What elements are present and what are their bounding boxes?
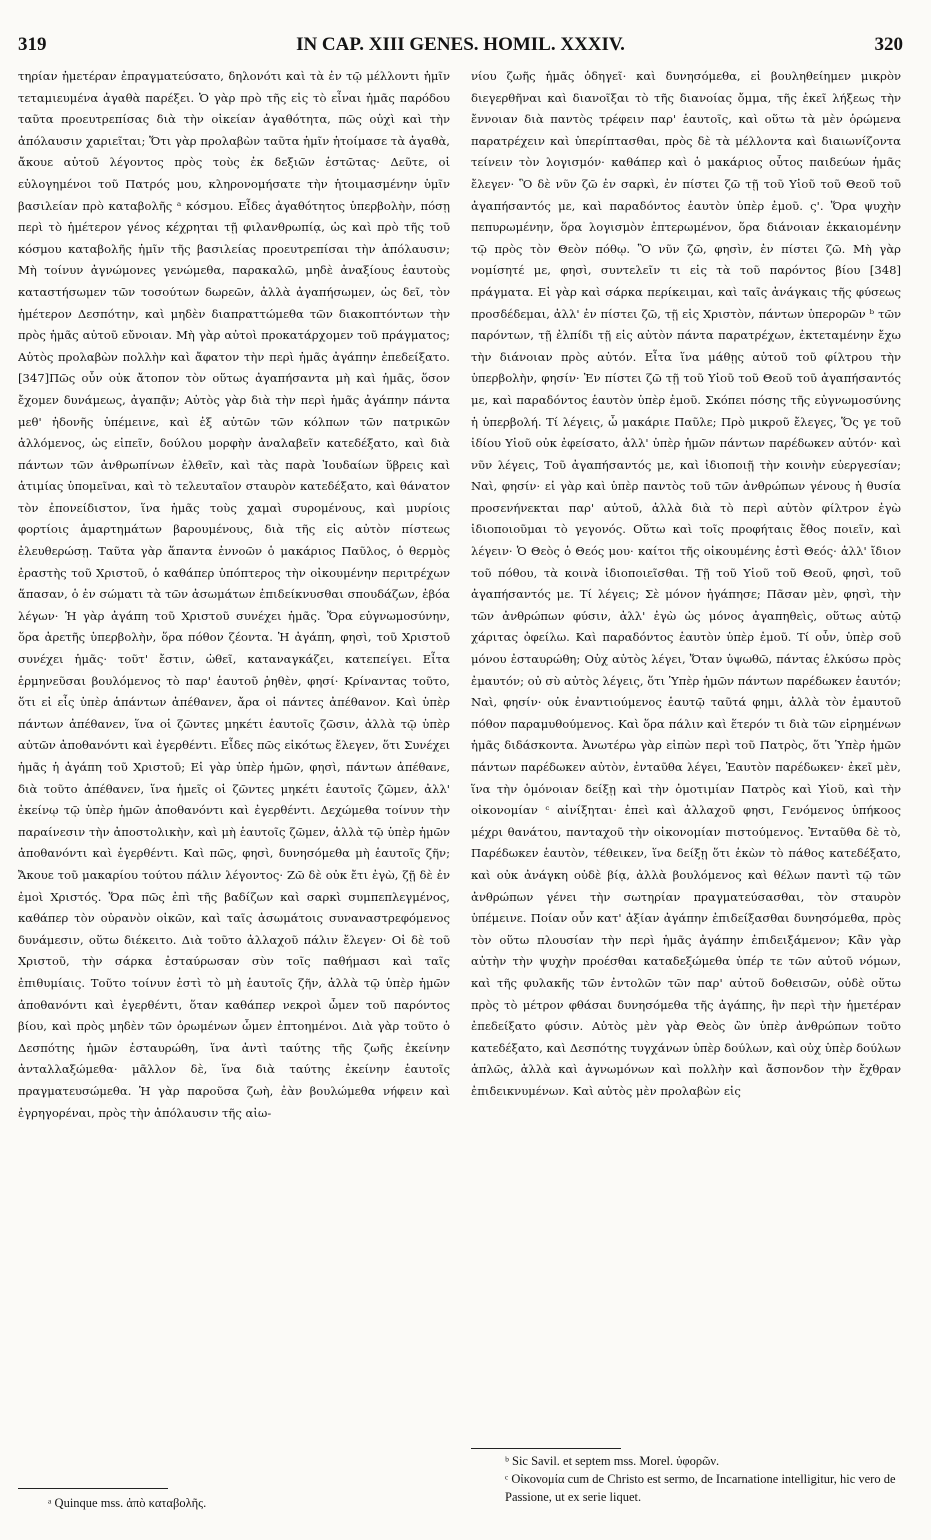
right-column-text: νίου ζωῆς ἡμᾶς ὁδηγεῖ· καὶ δυνησόμεθα, εἰ βουληθείημεν μικρὸν διεγερθῆναι καὶ διανοῖξαι τὸ τῆς διανοίας ὄμμα, τῆς ἐκεῖ λήξεως τὴν ἔννοιαν διὰ παντὸς τρέφειν παρ' ἑαυτοῖς, καὶ οὕτω τὰ μὲν ὁρώμενα παρατρέχειν καὶ ὑπερίπτασθαι, πρὸς δὲ τὰ μέλλοντα καὶ διαιωνίζοντα τείνειν τὸν λογισμόν· καθάπερ καὶ ὁ μακάριος οὗτος παιδεύων ἡμᾶς ἔλεγεν· Ὃ δὲ νῦν ζῶ ἐν σαρκὶ, ἐν πίστει ζῶ τῇ τοῦ Υἱοῦ τοῦ Θεοῦ τοῦ ἀγαπήσαντός με, καὶ παραδόντος ἑαυτὸν ὑπὲρ ἐμοῦ. ς'. Ὅρα ψυχὴν πεπυρωμένην, ὅρα λογισμὸν ἐπτερωμένον, ὅρα διάνοιαν ἐκκαιομένην τῷ πρὸς τὸν Θεὸν πόθῳ. Ὃ νῦν ζῶ, φησὶν, ἐν πίστει ζῶ. Μὴ γὰρ νομίσητέ με, φησὶ, συντελεῖν τι εἰς τὰ τοῦ παρόντος βίου [348] πράγματα. Εἰ γὰρ καὶ σάρκα περίκειμαι, καὶ ταῖς ἀνάγκαις τῆς φύσεως προσδέδεμαι, ἀλλ' ἐν πίστει ζῶ, τῇ εἰς Χριστὸν, πάντων ὑπερορῶν ᵇ τῶν παρόντων, τῇ ἐλπίδι τῇ εἰς αὐτὸν πάντα παρατρέχων, ἐκτεταμένην ἔχω τὴν διάνοιαν πρὸς αὐτόν. Εἶτα ἵνα μάθῃς αὐτοῦ τοῦ φίλτρου τὴν ὑπερβολὴν, φησίν· Ἐν πίστει ζῶ τῇ τοῦ Υἱοῦ τοῦ Θεοῦ τοῦ ἀγαπήσαντός με, καὶ παραδόντος ἑαυτὸν ὑπὲρ ἐμοῦ. Σκόπει πόσης τῆς εὐγνωμοσύνης ἡ ὑπερβολή. Τί λέγεις, ὦ μακάριε Παῦλε; Πρὸ μικροῦ ἔλεγες, Ὅς γε τοῦ ἰδίου Υἱοῦ οὐκ ἐφείσατο, ἀλλ' ὑπὲρ ἡμῶν πάντων παρέδωκεν αὐτόν· καὶ νῦν λέγεις, Τοῦ ἀγαπήσαντός με, καὶ ἰδιοποιῇ τὴν κοινὴν εὐεργεσίαν; Ναὶ, φησίν· εἰ γὰρ καὶ ὑπὲρ παντὸς τοῦ τῶν ἀνθρώπων γένους ἡ θυσία προσενήνεκται παρ' αὐτοῦ, ἀλλὰ διὰ τὸ περὶ αὐτὸν φίλτρον ἐγὼ ἰδιοποιοῦμαι τὸ γεγονός. Οὕτω καὶ τοῖς προφήταις ἔθος ποιεῖν, καὶ λέγειν· Ὁ Θεὸς ὁ Θεός μου· καίτοι τῆς οἰκουμένης ἐστὶ Θεός· ἀλλ' ἴδιον τοῦ πόθου, τὰ κοινὰ ἰδιοποιεῖσθαι. Τῇ τοῦ Υἱοῦ τοῦ Θεοῦ, φησὶ, τοῦ ἀγαπήσαντός με. Τί λέγεις; Σὲ μόνον ἠγάπησε; Πᾶσαν μὲν, φησὶ, τὴν τῶν ἀνθρώπων φύσιν, ἀλλ' ἐγὼ ὡς μόνος ἀγαπηθεὶς, οὕτως αὐτῷ χάριτας ὀφείλω. Καὶ παραδόντος ἑαυτὸν ὑπὲρ ἐμοῦ. Τί οὖν, ὑπὲρ σοῦ μόνου ἐσταυρώθη; Οὐχ αὐτὸς λέγει, Ὅταν ὑψωθῶ, πάντας ἑλκύσω πρὸς ἐμαυτόν; οὐ σὺ αὐτὸς λέγεις, ὅτι Ὑπὲρ ἡμῶν πάντων παρέδωκεν ἑαυτόν; Ναὶ, φησίν· οὐκ ἐναντιούμενος ἑαυτῷ ταῦτά φημι, ἀλλὰ τὸν ἐμαυτοῦ πόθον παραμυθούμενος. Καὶ ὅρα πάλιν καὶ ἕτερόν τι διὰ τῶν εἰρημένων ἡμᾶς διδάσκοντα. Ἀνωτέρω γὰρ εἰπὼν περὶ τοῦ Πατρὸς, ὅτι Ὑπὲρ ἡμῶν πάντων παρέδωκεν αὐτὸν, ἐνταῦθα λέγει, Ἑαυτὸν παρέδωκεν· ἐκεῖ μὲν, ἵνα τὴν ὁμόνοιαν δείξῃ καὶ τὴν ὁμοτιμίαν Πατρὸς καὶ Υἱοῦ, καὶ τὴν οἰκονομίαν ᶜ αἰνίξηται· ἐπεὶ καὶ ἀλλαχοῦ φησι, Γενόμενος ὑπήκοος μέχρι θανάτου, πανταχοῦ τὴν οἰκονομίαν πιστούμενος. Ἐνταῦθα δὲ τὸ, Παρέδωκεν ἑαυτὸν, τέθεικεν, ἵνα δείξῃ ὅτι ἑκὼν τὸ πάθος κατεδέξατο, καὶ οὐκ ἀνάγκη οὐδὲ βίᾳ, ἀλλὰ βουλόμενος καὶ θέλων παντὶ τῷ τῶν ἀνθρώπων γένει τὴν σωτηρίαν πραγματεύσασθαι, τὸν σταυρὸν ὑπέμεινε. Ποίαν οὖν κατ' ἀξίαν ἀγάπην ἐπιδείξασθαι δυνησόμεθα, πρὸς τὸν οὕτω πλουσίαν τὴν περὶ ἡμᾶς ἀγάπην ἐπιδειξάμενον; Κἂν γὰρ αὐτὴν τὴν ψυχὴν προέσθαι καταδεξώμεθα ὑπέρ τε τῶν αὐτοῦ νόμων, καὶ τῆς φυλακῆς τῶν ἐντολῶν τῶν παρ' αὐτοῦ δοθεισῶν, οὐδὲ οὕτω πρὸς τὸ μέτρον φθάσαι δυνησόμεθα τῆς ἀγάπης, ἣν περὶ τὴν ἡμετέραν ἐπεδείξατο φύσιν. Αὐτὸς μὲν γὰρ Θεὸς ὢν ὑπὲρ ἀνθρώπων τοῦτο κατεδέξατο, καὶ Δεσπότης τυγχάνων ὑπὲρ δούλων, καὶ οὐχ ὑπὲρ δούλων ἁπλῶς, ἀλλὰ καὶ ἀγνωμόνων καὶ πολλὴν καὶ ἄσπονδον τὴν ἔχθραν ἐπιδεικνυμένων. Καὶ αὐτὸς μὲν προλαβὼν εἰς	[471, 69, 901, 1098]
running-header	[18, 34, 903, 60]
footnote-a	[48, 1494, 448, 1512]
right-column	[471, 66, 901, 1496]
footnote-c-text: ᶜ Οἰκονομία cum de Christo est sermo, de Incarnatione intelligitur, hic vero de Passione, ut ex serie liquet.	[505, 1472, 896, 1504]
left-column	[18, 66, 450, 1496]
footnotes-right	[505, 1452, 905, 1506]
footnote-b-text: ᵇ Sic Savil. et septem mss. Morel. ὑφορῶν.	[505, 1454, 720, 1468]
left-page-number: 319	[18, 34, 47, 55]
footnote-a-text: ᵃ Quinque mss. ἀπὸ καταβολῆς.	[48, 1496, 207, 1510]
running-title: IN CAP. XIII GENES. HOMIL. XXXIV.	[296, 34, 625, 55]
footnote-rule-left	[18, 1488, 168, 1489]
left-column-text: τηρίαν ἡμετέραν ἐπραγματεύσατο, δηλονότι καὶ τὰ ἐν τῷ μέλλοντι ἡμῖν τεταμιευμένα ἀγαθὰ παρέξει. Ὁ γὰρ πρὸ τῆς εἰς τὸ εἶναι ἡμᾶς παρόδου ταῦτα προευτρεπίσας διὰ τὴν οἰκείαν ἀγαθότητα, πῶς οὐχὶ καὶ τὴν ἀπόλαυσιν χαριεῖται; Ὅτι γὰρ προλαβὼν ταῦτα ἡμῖν ἡτοίμασε τὰ ἀγαθὰ, ἄκουε αὐτοῦ λέγοντος πρὸς τοὺς ἐκ δεξιῶν ἑστῶτας· Δεῦτε, οἱ εὐλογημένοι τοῦ Πατρός μου, κληρονομήσατε τὴν ἡτοιμασμένην ὑμῖν βασιλείαν πρὸ καταβολῆς ᵃ κόσμου. Εἶδες ἀγαθότητος ὑπερβολὴν, πόσῃ περὶ τὸ ἡμέτερον γένος κέχρηται τῇ φιλανθρωπίᾳ, ὡς καὶ πρὸ τῆς τοῦ κόσμου καταβολῆς ἡμῖν τῆς βασιλείας προευτρεπίσαι τὴν ἀπόλαυσιν; Μὴ τοίνυν ἀγνώμονες γενώμεθα, παρακαλῶ, μηδὲ ἀναξίους ἑαυτοὺς καταστήσωμεν τῶν τοσούτων δωρεῶν, ἀλλὰ ἀγαπήσωμεν, ὡς δεῖ, τὸν ἡμέτερον Δεσπότην, καὶ μηδὲν διαπραττώμεθα τῶν διακοπτόντων τὴν πρὸς ἡμᾶς αὐτοῦ εὔνοιαν. Μὴ γὰρ αὐτοὶ προκατάρχομεν τοῦ πράγματος; Αὐτὸς προλαβὼν πολλὴν καὶ ἄφατον τὴν περὶ ἡμᾶς ἀγάπην ἐπεδείξατο. [347]Πῶς οὖν οὐκ ἄτοπον τὸν οὕτως ἀγαπήσαντα μὴ καὶ ἡμᾶς, ὅσον ἔχομεν δυνάμεως, ἀγαπᾷν; Αὐτὸς γὰρ διὰ τὴν περὶ ἡμᾶς ἀγάπην πάντα μεθ' ἡδονῆς ὑπέμεινε, καὶ ἐξ αὐτῶν τῶν κόλπων τῶν πατρικῶν ἀλλόμενος, ὡς εἰπεῖν, δούλου μορφὴν ἀναλαβεῖν κατεδέξατο, καὶ διὰ πάντων τῶν ἀνθρωπίνων ἐλθεῖν, καὶ τὰς παρὰ Ἰουδαίων ὕβρεις καὶ ἀτιμίας ὑπομεῖναι, καὶ τὸ τελευταῖον σταυρὸν κατεδέξατο, καὶ θάνατον τὸν ἐπονείδιστον, ἵνα ἡμᾶς τοὺς χαμαὶ συρομένους, καὶ μυρίοις φορτίοις ἁμαρτημάτων βαρουμένους, διὰ τῆς εἰς αὐτὸν πίστεως ἐλευθερώσῃ. Ταῦτα γὰρ ἅπαντα ἐννοῶν ὁ μακάριος Παῦλος, ὁ θερμὸς ἐραστὴς τοῦ Χριστοῦ, ὁ καθάπερ ὑπόπτερος τὴν οἰκουμένην περιτρέχων ἅπασαν, ὁ ἐν σώματι τὰ τῶν ἀσωμάτων ἐπιδείκνυσθαι σπουδάζων, ἐβόα λέγων· Ἡ γὰρ ἀγάπη τοῦ Χριστοῦ συνέχει ἡμᾶς. Ὅρα εὐγνωμοσύνην, ὅρα ἀρετῆς ὑπερβολὴν, ὅρα πόθον ζέοντα. Ἡ ἀγάπη, φησὶ, τοῦ Χριστοῦ συνέχει ἡμᾶς· τοῦτ' ἔστιν, ὠθεῖ, καταναγκάζει, κατεπείγει. Εἶτα ἑρμηνεῦσαι βουλόμενος τὸ παρ' ἑαυτοῦ ῥηθὲν, φησί· Κρίναντας τοῦτο, ὅτι εἰ εἷς ὑπὲρ ἁπάντων ἀπέθανεν, ἄρα οἱ πάντες ἀπέθανον. Καὶ ὑπὲρ πάντων ἀπέθανεν, ἵνα οἱ ζῶντες μηκέτι ἑαυτοῖς ζῶσιν, ἀλλὰ τῷ ὑπὲρ αὐτῶν ἀποθανόντι καὶ ἐγερθέντι. Εἶδες πῶς εἰκότως ἔλεγεν, ὅτι Συνέχει ἡμᾶς ἡ ἀγάπη τοῦ Χριστοῦ; Εἰ γὰρ ὑπὲρ ἡμῶν, φησὶ, πάντων ἀπέθανε, διὰ τοῦτο ἀπέθανεν, ἵνα ἡμεῖς οἱ ζῶντες μηκέτι ἑαυτοῖς ζῶμεν, ἀλλ' ἐκείνῳ τῷ ὑπὲρ ἡμῶν ἀποθανόντι καὶ ἐγερθέντι. Δεχώμεθα τοίνυν τὴν παραίνεσιν τὴν ἀποστολικὴν, καὶ μὴ ἑαυτοῖς ζῶμεν, ἀλλὰ τῷ ὑπὲρ ἡμῶν ἀποθανόντι καὶ ἐγερθέντι. Καὶ πῶς, φησὶ, δυνησόμεθα μὴ ἑαυτοῖς ζῆν; Ἄκουε τοῦ μακαρίου τούτου πάλιν λέγοντος· Ζῶ δὲ οὐκ ἔτι ἐγὼ, ζῇ δὲ ἐν ἐμοὶ Χριστός. Ὅρα πῶς ἐπὶ τῆς βαδίζων καὶ σαρκὶ συμπεπλεγμένος, καθάπερ τὸν οὐρανὸν οἰκῶν, καὶ ταῖς ἀσωμάτοις συναναστρεφόμενος δυνάμεσιν, οὕτω διέκειτο. Διὰ τοῦτο ἀλλαχοῦ πάλιν ἔλεγεν· Οἱ δὲ τοῦ Χριστοῦ, τὴν σάρκα ἐσταύρωσαν σὺν τοῖς παθήμασι καὶ ταῖς ἐπιθυμίαις. Τοῦτο τοίνυν ἐστὶ τὸ μὴ ἑαυτοῖς ζῆν, ἀλλὰ τῷ ὑπὲρ ἡμῶν ἀποθανόντι καὶ ἐγερθέντι, ὅταν καθάπερ νεκροὶ ὦμεν τοῦ παρόντος βίου, καὶ πρὸς μηδὲν τῶν ὁρωμένων ὦμεν ἐπτοημένοι. Διὰ γὰρ τοῦτο ὁ Δεσπότης ἡμῶν ἐσταυρώθη, ἵνα ἀντὶ ταύτης τῆς ζωῆς ἐκείνην ἀνταλλαξώμεθα· μᾶλλον δὲ, ἵνα διὰ ταύτης ἐκείνην ἑαυτοῖς πραγματευσώμεθα. Ἡ γὰρ παροῦσα ζωὴ, ἐὰν βουλώμεθα νήφειν καὶ ἐγρηγορέναι, πρὸς τὴν ἀπόλαυσιν τῆς αἰω-	[18, 69, 450, 1120]
right-page-number: 320	[874, 34, 903, 55]
footnote-rule-right	[471, 1448, 621, 1449]
column-gutter	[460, 66, 461, 1446]
